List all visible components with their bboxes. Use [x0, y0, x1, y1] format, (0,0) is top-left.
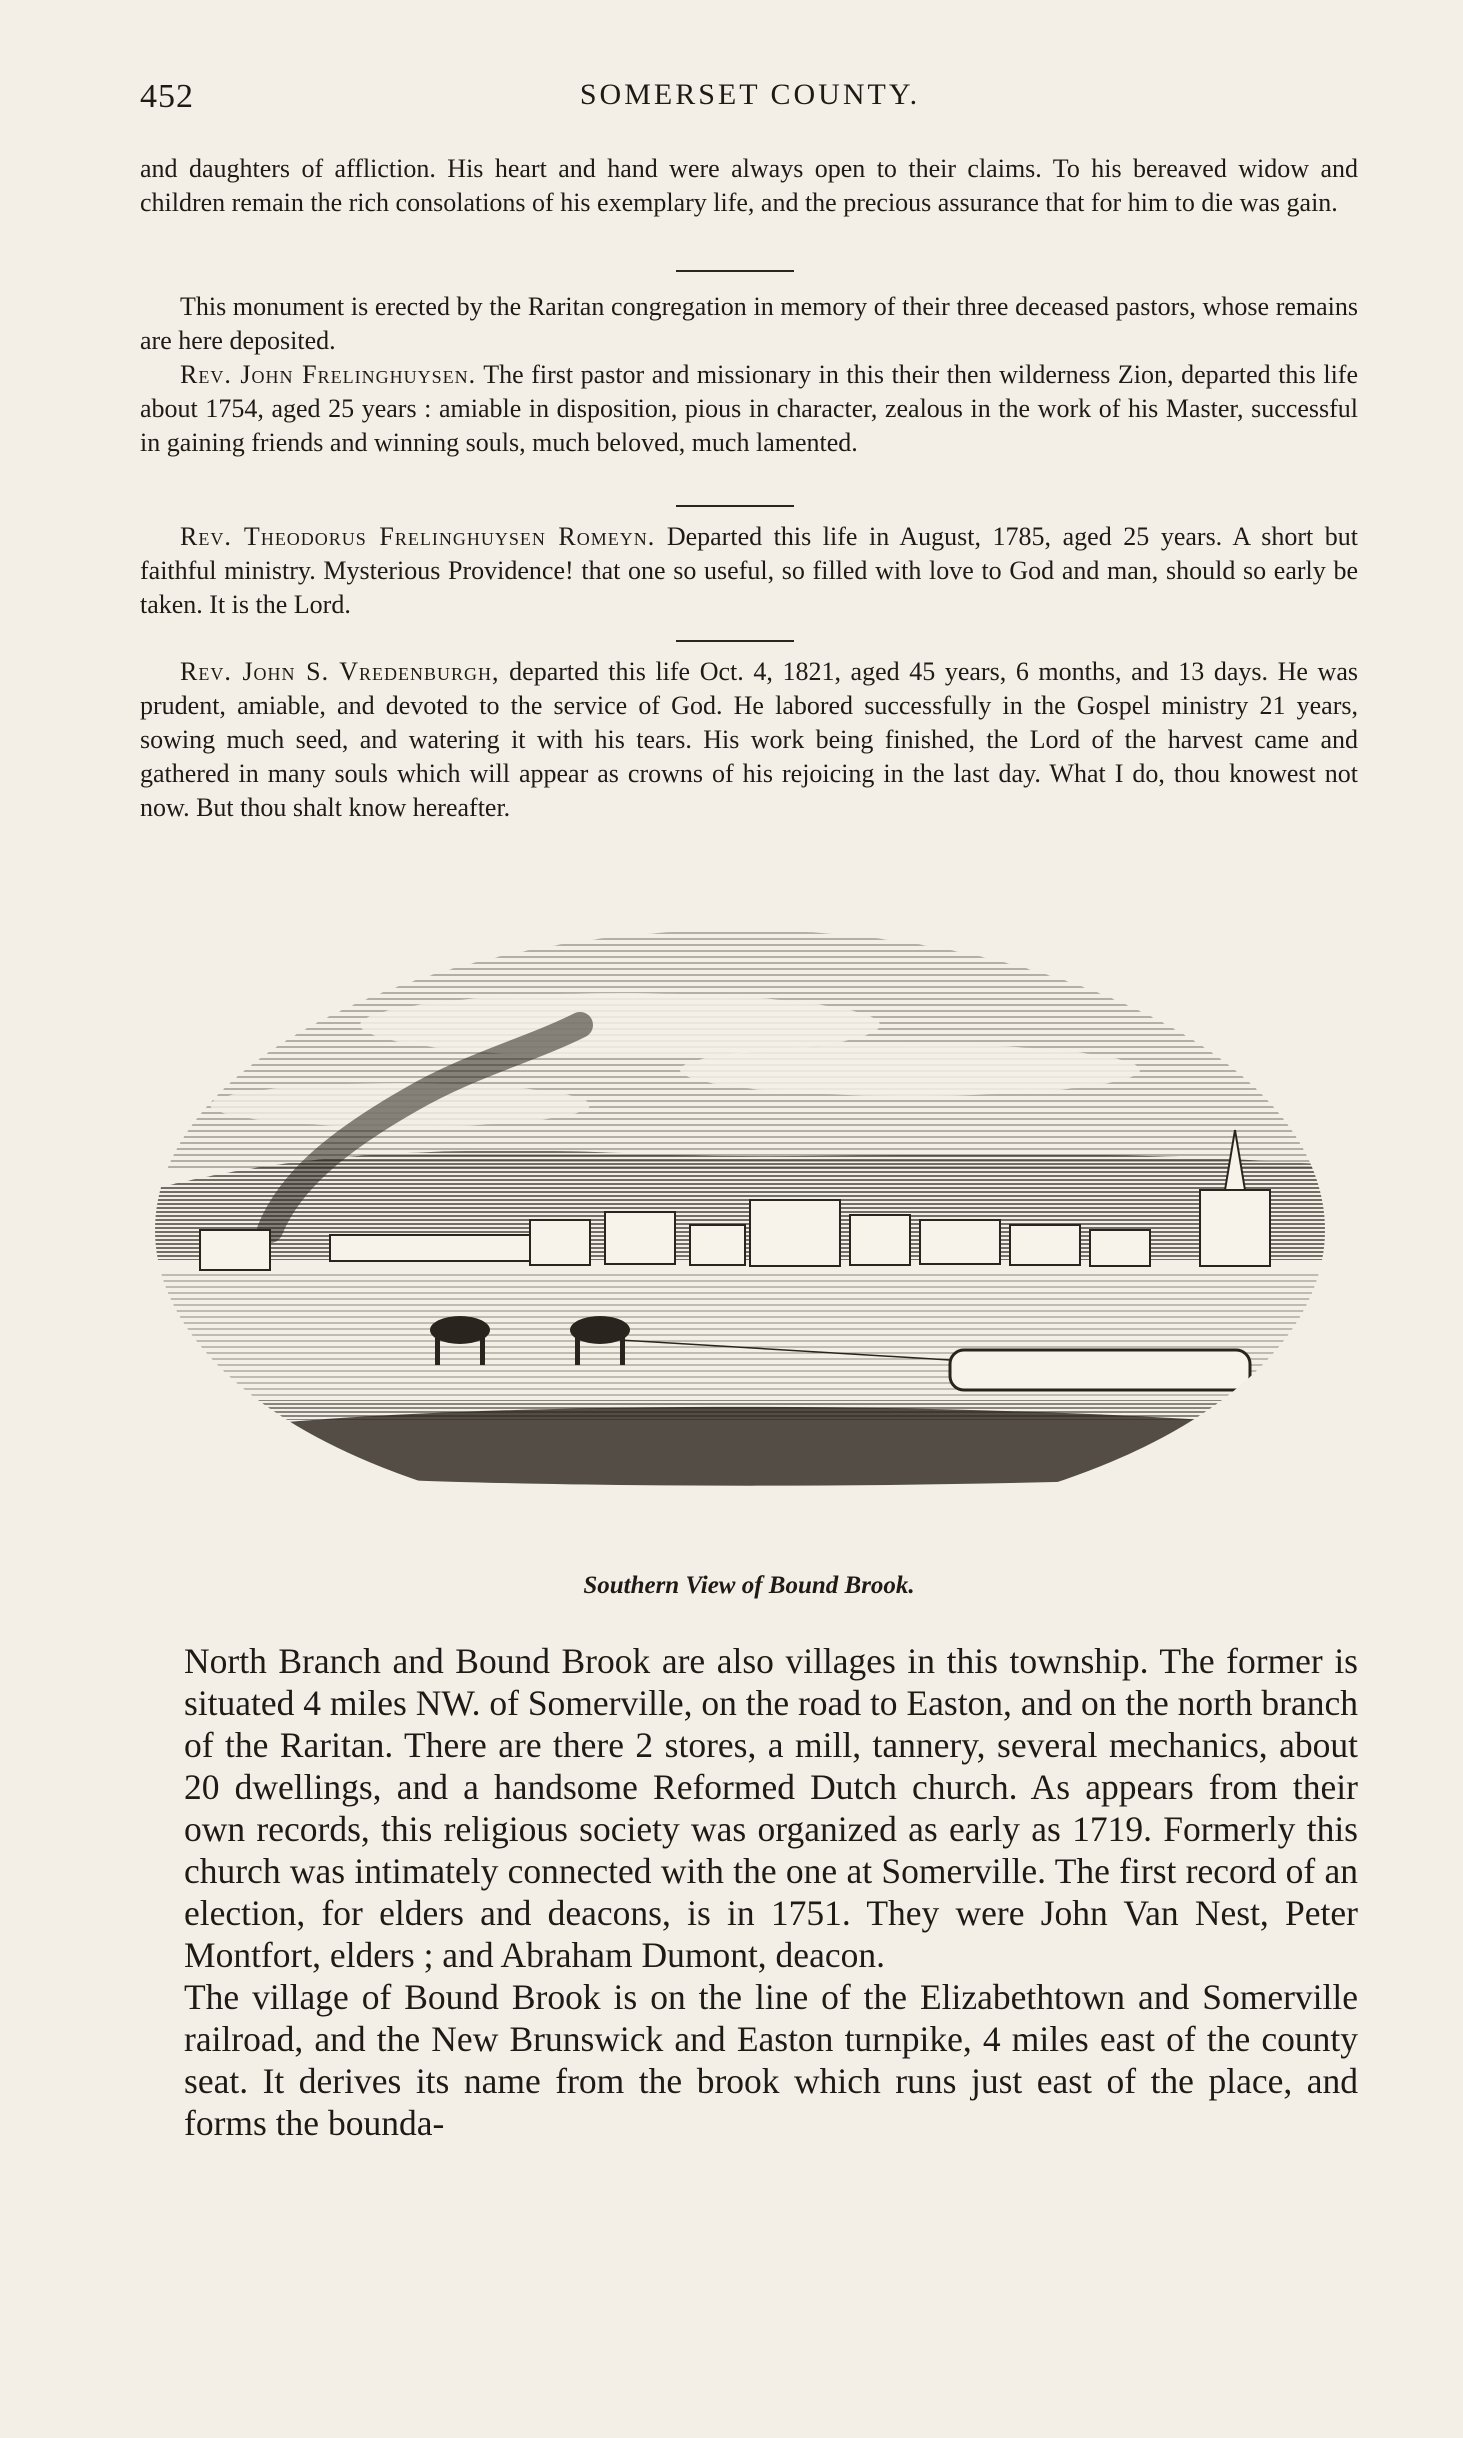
epitaph-opening — [140, 152, 1358, 220]
romeyn-text: Departed this life in August, 1785, aged 25 years. A short but faithful ministry. Mysterious Providence! that one so useful, so filled with love to God and man, should so early be taken. It is the Lord. — [140, 522, 1359, 619]
divider-rule — [676, 640, 794, 642]
romeyn-epitaph — [140, 520, 1358, 622]
epitaph-romeyn — [140, 520, 1358, 622]
page-number: 452 — [140, 78, 194, 115]
vredenburgh-text: departed this life Oct. 4, 1821, aged 45 years, 6 months, and 13 days. He was prudent, amiable, and devoted to the service of God. He labored successfully in the Gospel ministry 21 years, sowing much seed, and watering it with his tears. His work being finished, the Lord of the harvest came and gathered in many souls which will appear as crowns of his rejoicing in the last day. What I do, thou knowest not now. But thou shalt know hereafter. — [140, 657, 1358, 822]
epitaph-opening-text: and daughters of affliction. His heart and hand were always open to their claims. To his bereaved widow and children remain the rich consolations of his exemplary life, and the precious assurance that for him to die was gain. — [140, 154, 1358, 217]
epitaph-vredenburgh — [140, 655, 1358, 825]
divider-rule — [676, 270, 794, 272]
cloud — [680, 1044, 1140, 1096]
towpath — [150, 1400, 1330, 1420]
illustration-caption: Southern View of Bound Brook. — [583, 1572, 915, 1599]
main-text — [184, 1640, 1358, 2144]
romeyn-name: Rev. Theodorus Frelinghuysen Romeyn. — [180, 522, 656, 551]
monument-text: This monument is erected by the Raritan congregation in memory of their three deceased pastors, whose remains are here deposited. — [140, 292, 1358, 355]
frelinghuysen-name: Rev. John Frelinghuysen. — [180, 360, 477, 389]
epitaph-monument — [140, 290, 1358, 460]
vredenburgh-epitaph — [140, 655, 1358, 825]
canal-boat — [950, 1350, 1250, 1390]
frelinghuysen-text: The first pastor and missionary in this their then wilderness Zion, departed this life about 1754, aged 25 years : amiable in disposition, pious in character, zealous in the work of his Master, successful in gaining friends and winning souls, much beloved, much lamented. — [140, 360, 1358, 457]
vredenburgh-name: Rev. John S. Vredenburgh, — [180, 657, 500, 686]
frelinghuysen-epitaph — [140, 358, 1358, 460]
running-head — [140, 78, 1360, 128]
engraving-illustration — [150, 930, 1330, 1540]
divider-rule — [676, 505, 794, 507]
paragraph-north-branch: North Branch and Bound Brook are also villages in this township. The former is situated 4 miles NW. of Somerville, on the road to Easton, and on the north branch of the Raritan. There are there 2 stores, a mill, tannery, several mechanics, about 20 dwellings, and a handsome Reformed Dutch church. As appears from their own records, this religious society was organized as early as 1719. Formerly this church was intimately connected with the one at Somerville. The first record of an election, for elders and deacons, is in 1751. They were John Van Nest, Peter Montfort, elders ; and Abraham Dumont, deacon. — [184, 1641, 1358, 1975]
running-title: SOMERSET COUNTY. — [579, 78, 921, 111]
paragraph-bound-brook: The village of Bound Brook is on the line of the Elizabethtown and Somerville railroad, and the New Brunswick and Easton turnpike, 4 miles east of the county seat. It derives its name from the brook which runs just east of the place, and forms the bounda- — [184, 1977, 1358, 2143]
